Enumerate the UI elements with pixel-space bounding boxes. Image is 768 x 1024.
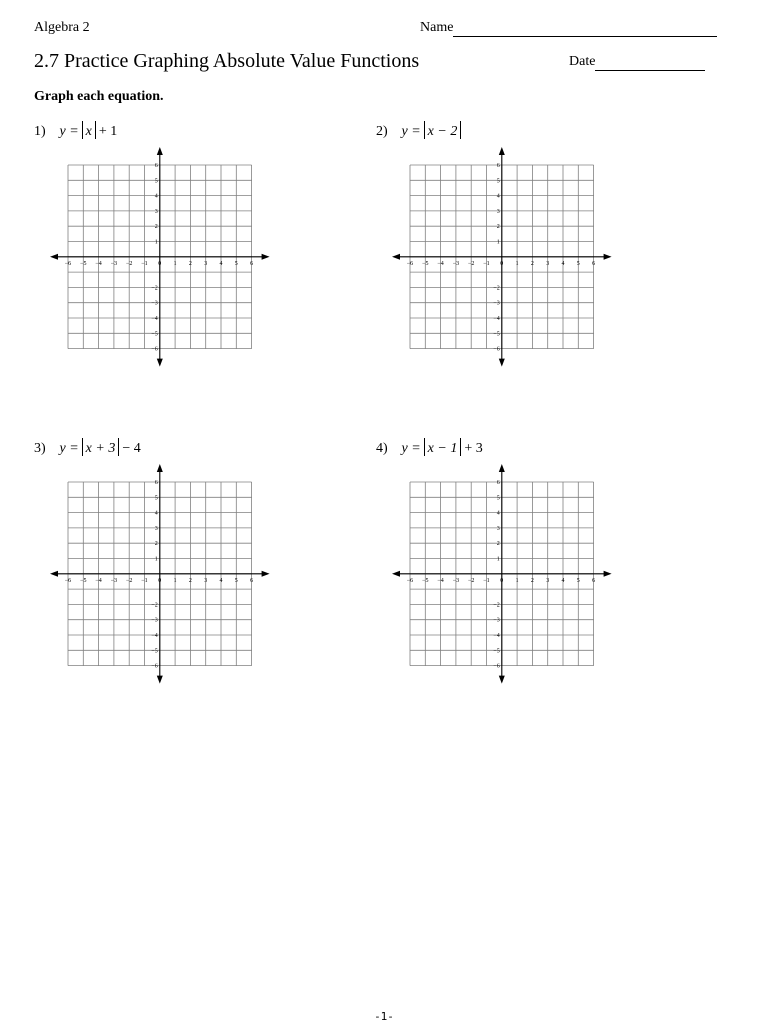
arrow-left-icon <box>50 254 58 260</box>
x-tick-label: −6 <box>64 260 72 267</box>
abs-bar-left <box>424 121 425 139</box>
equation-lhs: y = <box>401 441 421 456</box>
abs-bar-right <box>460 121 461 139</box>
x-tick-label: −5 <box>80 577 87 584</box>
y-tick-label: 3 <box>154 525 158 532</box>
abs-bar-right <box>460 438 461 456</box>
y-tick-label: 1 <box>154 556 158 563</box>
x-tick-label: 5 <box>234 577 238 584</box>
coordinate-grid-2[interactable] <box>382 140 622 380</box>
y-tick-label: −3 <box>493 617 500 624</box>
problem-number: 3) <box>34 441 46 456</box>
arrow-left-icon <box>392 571 400 577</box>
y-tick-label: 2 <box>496 541 500 548</box>
y-tick-label: −4 <box>151 633 158 639</box>
abs-bar-left <box>424 438 425 456</box>
y-tick-label: −3 <box>493 300 500 307</box>
x-tick-label: −4 <box>95 260 102 267</box>
y-tick-label: −6 <box>151 346 158 353</box>
y-tick-label: 6 <box>496 163 500 169</box>
arrow-up-icon <box>499 147 505 155</box>
course-name: Algebra 2 <box>34 20 90 35</box>
coordinate-grid-3[interactable] <box>40 457 280 697</box>
arrow-right-icon <box>262 254 270 260</box>
y-tick-label: −2 <box>151 285 158 292</box>
x-tick-label: 6 <box>592 260 596 267</box>
arrow-right-icon <box>262 571 270 577</box>
abs-bar-left <box>82 121 83 139</box>
coordinate-grid-4[interactable] <box>382 457 622 697</box>
date-line[interactable] <box>595 54 705 71</box>
x-tick-label: −3 <box>452 260 460 267</box>
y-tick-label: −3 <box>151 300 158 307</box>
y-tick-label: 3 <box>154 208 158 215</box>
arrow-up-icon <box>157 464 163 472</box>
y-tick-label: 4 <box>154 510 158 517</box>
y-tick-label: −6 <box>493 346 500 353</box>
equation <box>60 441 141 456</box>
equation-lhs: y = <box>59 124 79 139</box>
arrow-left-icon <box>50 571 58 577</box>
x-tick-label: −1 <box>141 260 148 267</box>
x-tick-label: 3 <box>204 577 208 584</box>
x-tick-label: 1 <box>173 577 177 584</box>
x-tick-label: 5 <box>576 260 580 267</box>
arrow-down-icon <box>157 359 163 367</box>
x-tick-label: 5 <box>234 260 238 267</box>
problem-3 <box>34 438 141 457</box>
x-tick-label: −6 <box>406 577 414 584</box>
y-tick-label: −5 <box>151 331 158 338</box>
y-tick-label: 1 <box>154 239 158 246</box>
x-tick-label: −3 <box>452 577 460 584</box>
name-field <box>420 20 717 37</box>
x-tick-label: 3 <box>546 260 550 267</box>
x-tick-label: −6 <box>64 577 72 584</box>
x-tick-label: 2 <box>188 260 192 267</box>
arrow-right-icon <box>604 571 612 577</box>
date-label: Date <box>569 54 596 69</box>
y-tick-label: 6 <box>154 163 158 169</box>
equation-inside: x − 2 <box>427 124 458 139</box>
name-line[interactable] <box>453 20 717 37</box>
equation <box>60 124 118 139</box>
y-tick-label: −5 <box>493 331 500 338</box>
y-tick-label: −4 <box>493 633 500 639</box>
equation-outside: + 1 <box>98 124 118 139</box>
y-tick-label: 3 <box>496 525 500 532</box>
equation-lhs: y = <box>59 441 79 456</box>
date-field <box>569 54 705 71</box>
x-tick-label: 1 <box>173 260 177 267</box>
x-tick-label: 1 <box>515 577 519 584</box>
x-tick-label: −5 <box>422 260 429 267</box>
y-tick-label: 5 <box>154 495 158 502</box>
x-tick-label: 4 <box>219 260 223 267</box>
y-tick-label: 2 <box>154 541 158 548</box>
arrow-down-icon <box>499 676 505 684</box>
x-tick-label: 5 <box>576 577 580 584</box>
y-tick-label: −2 <box>493 285 500 292</box>
x-tick-label: 2 <box>188 577 192 584</box>
x-tick-label: 2 <box>530 260 534 267</box>
x-tick-label: −4 <box>437 577 444 584</box>
arrow-left-icon <box>392 254 400 260</box>
x-tick-label: 0 <box>500 577 504 584</box>
x-tick-label: 6 <box>592 577 596 584</box>
problem-number: 2) <box>376 124 388 139</box>
x-tick-label: 3 <box>546 577 550 584</box>
equation-inside: x <box>85 124 92 139</box>
y-tick-label: −3 <box>151 617 158 624</box>
name-label: Name <box>420 20 454 35</box>
x-tick-label: 4 <box>561 260 565 267</box>
arrow-right-icon <box>604 254 612 260</box>
y-tick-label: 6 <box>496 480 500 486</box>
problem-2 <box>376 121 464 140</box>
arrow-down-icon <box>499 359 505 367</box>
x-tick-label: −1 <box>141 577 148 584</box>
x-tick-label: −1 <box>483 577 490 584</box>
x-tick-label: −2 <box>468 577 475 584</box>
x-tick-label: 2 <box>530 577 534 584</box>
x-tick-label: −5 <box>422 577 429 584</box>
y-tick-label: 1 <box>496 239 500 246</box>
page-number: -1- <box>374 1010 394 1023</box>
x-tick-label: −4 <box>437 260 444 267</box>
y-tick-label: −5 <box>493 648 500 655</box>
y-tick-label: 6 <box>154 480 158 486</box>
abs-bar-right <box>118 438 119 456</box>
x-tick-label: 4 <box>561 577 565 584</box>
abs-bar-left <box>82 438 83 456</box>
x-tick-label: −4 <box>95 577 102 584</box>
y-tick-label: 1 <box>496 556 500 563</box>
y-tick-label: 5 <box>154 178 158 185</box>
x-tick-label: 6 <box>250 577 254 584</box>
x-tick-label: 4 <box>219 577 223 584</box>
x-tick-label: 0 <box>158 260 162 267</box>
equation <box>402 441 483 456</box>
problem-number: 1) <box>34 124 46 139</box>
equation-outside: − 4 <box>122 441 141 456</box>
y-tick-label: −6 <box>151 663 158 670</box>
x-tick-label: 1 <box>515 260 519 267</box>
y-tick-label: −6 <box>493 663 500 670</box>
y-tick-label: 5 <box>496 178 500 185</box>
y-tick-label: 3 <box>496 208 500 215</box>
y-tick-label: 2 <box>496 224 500 231</box>
x-tick-label: 0 <box>158 577 162 584</box>
x-tick-label: −3 <box>110 260 118 267</box>
arrow-down-icon <box>157 676 163 684</box>
problem-number: 4) <box>376 441 388 456</box>
x-tick-label: −2 <box>126 577 133 584</box>
arrow-up-icon <box>157 147 163 155</box>
x-tick-label: −6 <box>406 260 414 267</box>
y-tick-label: 4 <box>496 193 500 200</box>
y-tick-label: −5 <box>151 648 158 655</box>
arrow-up-icon <box>499 464 505 472</box>
x-tick-label: 0 <box>500 260 504 267</box>
x-tick-label: −2 <box>126 260 133 267</box>
x-tick-label: −1 <box>483 260 490 267</box>
x-tick-label: 3 <box>204 260 208 267</box>
y-tick-label: −4 <box>151 316 158 322</box>
page-title: 2.7 Practice Graphing Absolute Value Functions <box>34 50 420 72</box>
instructions: Graph each equation. <box>34 89 164 104</box>
y-tick-label: 4 <box>154 193 158 200</box>
abs-bar-right <box>95 121 96 139</box>
x-tick-label: −3 <box>110 577 118 584</box>
coordinate-grid-1[interactable] <box>40 140 280 380</box>
equation-lhs: y = <box>401 124 421 139</box>
y-tick-label: 2 <box>154 224 158 231</box>
y-tick-label: 4 <box>496 510 500 517</box>
y-tick-label: −2 <box>151 602 158 609</box>
equation-inside: x − 1 <box>427 441 458 456</box>
x-tick-label: −5 <box>80 260 87 267</box>
x-tick-label: 6 <box>250 260 254 267</box>
x-tick-label: −2 <box>468 260 475 267</box>
equation-outside: + 3 <box>464 441 483 456</box>
equation <box>402 124 465 139</box>
problem-1 <box>34 121 117 140</box>
equation-inside: x + 3 <box>85 441 116 456</box>
y-tick-label: −4 <box>493 316 500 322</box>
y-tick-label: −2 <box>493 602 500 609</box>
problem-4 <box>376 438 483 457</box>
y-tick-label: 5 <box>496 495 500 502</box>
